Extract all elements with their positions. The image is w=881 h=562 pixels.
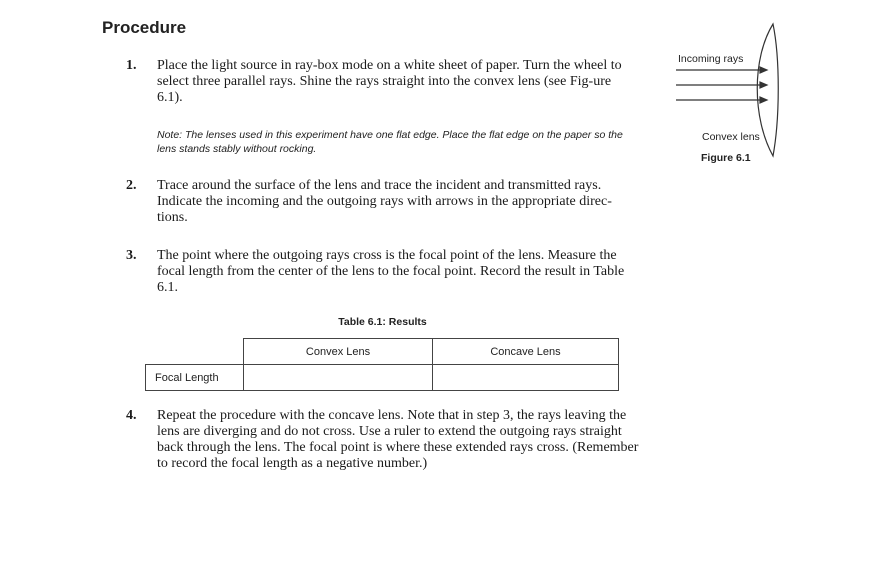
- step-number: 2.: [126, 178, 137, 193]
- figure-caption: Figure 6.1: [701, 152, 751, 164]
- section-heading: Procedure: [102, 18, 187, 37]
- step-number: 4.: [126, 408, 137, 423]
- step-text: Place the light source in ray-box mode on a white sheet of paper. Turn the wheel to select three parallel rays. Shine the rays straight into the convex lens (see Fig-ure 6.1).: [157, 58, 622, 105]
- arrow-right-icon: [676, 67, 767, 103]
- table-row-label: Focal Length: [145, 364, 244, 391]
- table-cell-convex-focal-length: [243, 364, 433, 391]
- step-text: Repeat the procedure with the concave lens. Note that in step 3, the rays leaving the lens are diverging and do not cross. Use a ruler to extend the outgoing rays straight back through the lens. The focal point is where these extended rays cross. (Remember to record the focal length as a negative number.): [157, 408, 639, 471]
- lens-note: Note: The lenses used in this experiment have one flat edge. Place the flat edge on the paper so the lens stands stably without rocking.: [157, 129, 623, 155]
- step-number: 3.: [126, 248, 137, 263]
- convex-lens-icon: [757, 24, 778, 156]
- table-header-convex: Convex Lens: [243, 338, 433, 365]
- table-header-concave: Concave Lens: [432, 338, 619, 365]
- convex-lens-label: Convex lens: [702, 131, 760, 143]
- step-text: The point where the outgoing rays cross is the focal point of the lens. Measure the focal length from the center of the lens to the focal point. Record the result in Table 6.1.: [157, 248, 625, 295]
- table-caption: Table 6.1: Results: [338, 316, 427, 328]
- table-cell-concave-focal-length: [432, 364, 619, 391]
- step-number: 1.: [126, 58, 137, 73]
- incoming-rays-label: Incoming rays: [678, 53, 744, 65]
- step-text: Trace around the surface of the lens and trace the incident and transmitted rays. Indicate the incoming and the outgoing rays with arrows in the appropriate direc-tions.: [157, 178, 612, 225]
